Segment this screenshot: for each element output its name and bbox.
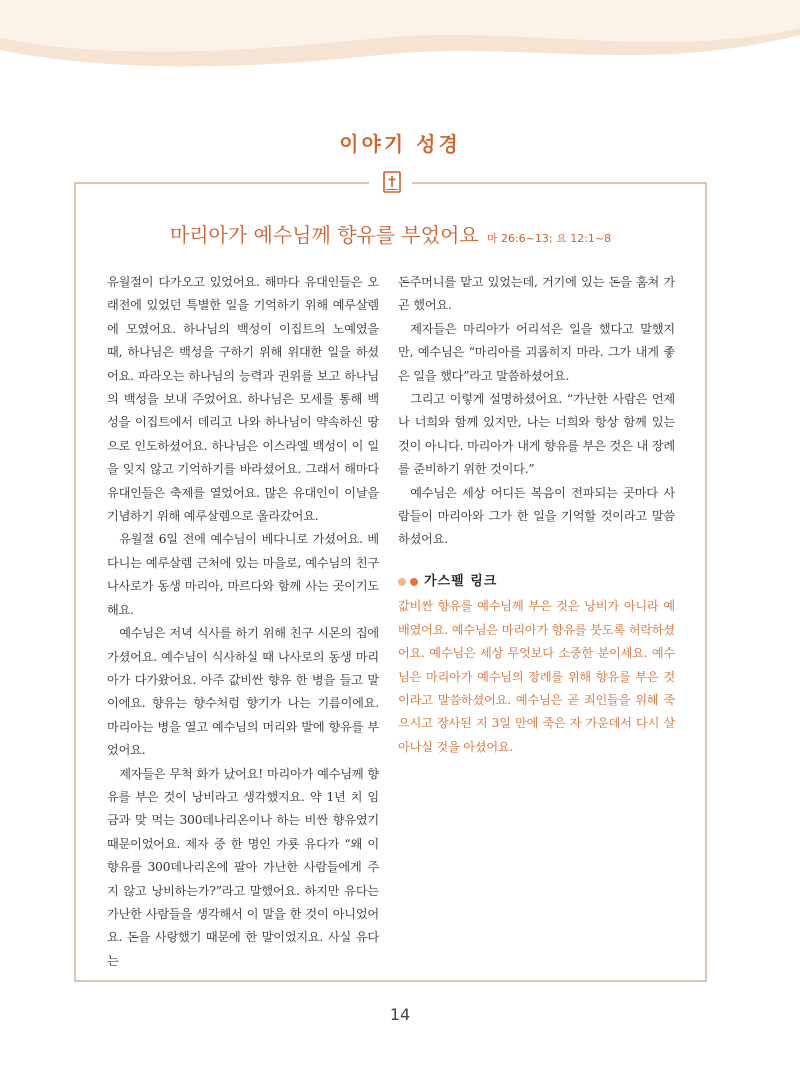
section-label: 이야기 성경 (339, 132, 461, 156)
gospel-link-heading (398, 570, 675, 593)
bible-icon (381, 170, 403, 194)
bullet-dot-icon (410, 578, 418, 586)
left-column (107, 271, 379, 973)
gospel-link-text: 값비싼 향유를 예수님께 부은 것은 낭비가 아니라 예배였어요. 예수님은 마리아가 향유를 붓도록 허락하셨어요. 예수님은 세상 무엇보다 소중한 분이세요. 예수님은 마리아가 예수님의 장례를 위해 향유를 부은 것이라고 말씀하셨어요. 예수님은 곧 죄인들을 위해 죽으시고 장사된 지 3일 만에 죽은 자 가운데서 다시 살아나실 것을 아셨어요. (398, 599, 675, 754)
paragraph: 제자들은 무척 화가 났어요! 마리아가 예수님께 향유를 부은 것이 낭비라고 생각했지요. 약 1년 치 임금과 맞 먹는 300데나리온이나 하는 비싼 향유였기 때문이었어요. 제자 중 한 명인 가룟 유다가 “왜 이 향유를 300데나리온에 팔아 가난한 사람들에게 주지 않고 낭비하는가?”라고 말했어요. 하지만 유다는 가난한 사람들을 생각해서 이 말을 한 것이 아니었어요. 돈을 사랑했기 때문에 한 말이었지요. 사실 유다는 (107, 766, 379, 968)
story-title-row (74, 219, 707, 248)
paragraph: 유월절이 다가오고 있었어요. 해마다 유대인들은 오래전에 있었던 특별한 일을 기억하기 위해 예루살렘에 모였어요. 하나님의 백성이 이집트의 노예였을 때, 하나님은 백성을 구하기 위해 위대한 일을 하셨어요. 파라오는 하나님의 능력과 권위를 보고 하나님의 백성을 보내 주었어요. 하나님은 모세를 통해 백성을 이집트에서 데리고 나와 하나님이 약속하신 땅으로 인도하셨어요. 하나님은 이스라엘 백성이 이 일을 잊지 않고 기억하기를 바라셨어요. 그래서 해마다 유대인들은 축제를 열었어요. 많은 유대인이 이날을 기념하기 위해 예루살렘으로 올라갔어요. (107, 275, 379, 524)
paragraph: 그리고 이렇게 설명하셨어요. “가난한 사람은 언제나 너희와 함께 있지만, 나는 너희와 항상 함께 있는 것이 아니다. 마리아가 내게 향유를 부은 것은 내 장례를 준비하기 위한 것이다.” (398, 392, 675, 477)
paragraph: 돈주머니를 맡고 있었는데, 거기에 있는 돈을 훔쳐 가곤 했어요. (398, 275, 675, 313)
paragraph: 예수님은 세상 어디든 복음이 전파되는 곳마다 사람들이 마리아와 그가 한 일을 기억할 것이라고 말씀하셨어요. (398, 485, 675, 547)
paragraph: 예수님은 저녁 식사를 하기 위해 친구 시몬의 집에 가셨어요. 예수님이 식사하실 때 나사로의 동생 마리아가 다가왔어요. 아주 값비싼 향유 한 병을 들고 말이에요. 향유는 향수처럼 향기가 나는 기름이에요. 마리아는 병을 열고 예수님의 머리와 발에 향유를 부었어요. (107, 626, 379, 758)
page-number: 14 (389, 1005, 411, 1024)
story-title: 마리아가 예수님께 향유를 부었어요 (169, 223, 479, 247)
paragraph: 유월절 6일 전에 예수님이 베다니로 가셨어요. 베다니는 예루살렘 근처에 있는 마을로, 예수님의 친구 나사로가 동생 마리아, 마르다와 함께 사는 곳이기도 해요. (107, 532, 379, 617)
paragraph: 제자들은 마리아가 어리석은 일을 했다고 말했지만, 예수님은 “마리아를 괴롭히지 마라. 그가 내게 좋은 일을 했다”라고 말씀하셨어요. (398, 321, 675, 383)
gospel-link-title: 가스펠 링크 (424, 573, 498, 589)
bullet-dot-icon (398, 578, 406, 586)
right-column (398, 271, 675, 759)
top-wave-decoration (0, 0, 800, 110)
scripture-reference: 마 26:6~13; 요 12:1~8 (486, 232, 612, 245)
